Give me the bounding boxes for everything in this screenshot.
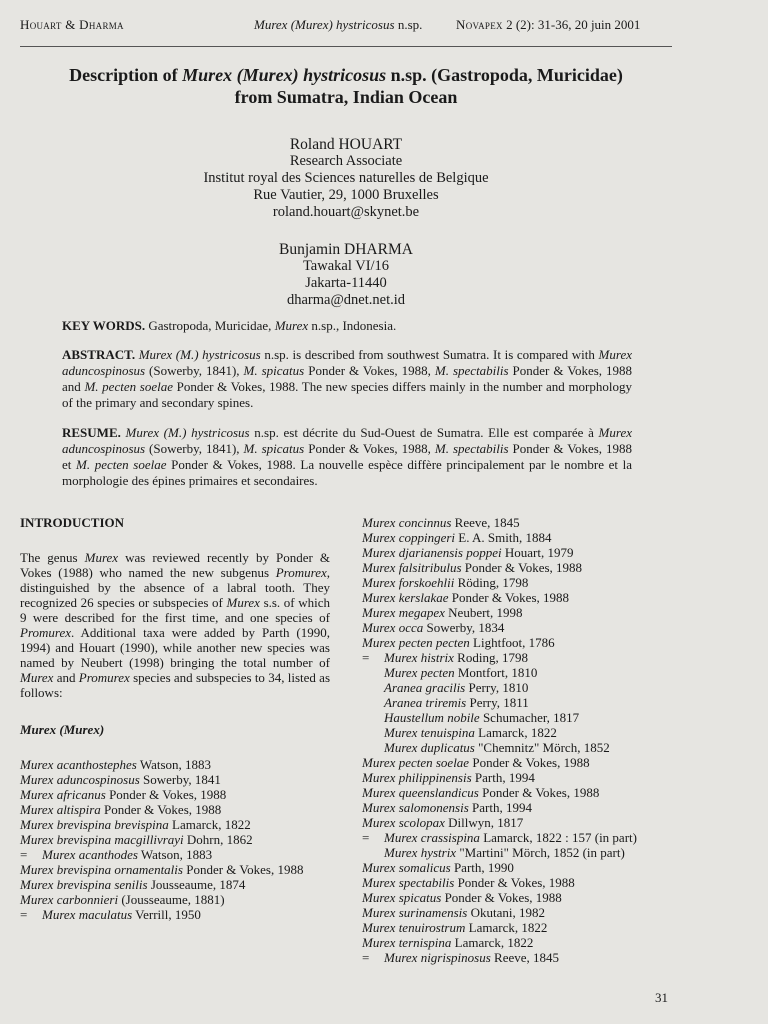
synonym-entry: = Murex acanthodes Watson, 1883 bbox=[20, 847, 330, 862]
header-authors: Houart & Dharma bbox=[20, 17, 124, 32]
resume: RESUME. Murex (M.) hystricosus n.sp. est décrite du Sud-Ouest de Sumatra. Elle est comparée à Murex aduncospinosus (Sowerby, 1841), M. spicatus Ponder & Vokes, 1988, M. spectabilis Ponder & Vokes, 1988 et M. pecten soelae Ponder & Vokes, 1988. La nouvelle espèce diffère principalement par le nombre et la morphologie des épines primaires et secondaires. bbox=[62, 425, 633, 488]
synonym-entry: = Murex maculatus Verrill, 1950 bbox=[20, 907, 330, 922]
species-entry: Murex kerslakae Ponder & Vokes, 1988 bbox=[362, 590, 570, 605]
species-entry: Murex djarianensis poppei Houart, 1979 bbox=[362, 545, 574, 560]
keywords: KEY WORDS. Gastropoda, Muricidae, Murex n.sp., Indonesia. bbox=[62, 318, 397, 333]
species-entry: Murex pecten pecten Lightfoot, 1786 bbox=[362, 635, 555, 650]
synonym-entry: Murex tenuispina Lamarck, 1822 bbox=[384, 725, 557, 740]
author-block bbox=[20, 136, 672, 309]
left-column bbox=[20, 515, 330, 922]
species-entry: Murex altispira Ponder & Vokes, 1988 bbox=[20, 802, 222, 817]
synonym-entry: Haustellum nobile Schumacher, 1817 bbox=[384, 710, 580, 725]
paper-title: Description of Murex (Murex) hystricosus n.sp. (Gastropoda, Muricidae) from Sumatra, Indian Ocean bbox=[69, 65, 623, 107]
species-list-right bbox=[362, 515, 662, 965]
species-entry: Murex somalicus Parth, 1990 bbox=[362, 860, 514, 875]
synonym-entry: Aranea triremis Perry, 1811 bbox=[384, 695, 529, 710]
species-entry: Murex brevispina senilis Jousseaume, 1874 bbox=[20, 877, 246, 892]
author2-name: Bunjamin DHARMA bbox=[279, 241, 413, 258]
page-number: 31 bbox=[655, 990, 668, 1005]
species-entry: Murex scolopax Dillwyn, 1817 bbox=[362, 815, 524, 830]
intro-paragraph: The genus Murex was reviewed recently by Ponder & Vokes (1988) who named the new subgenus Promurex, distinguished by the absence of a labral tooth. They recognized 26 species or subspecies of Murex s.s. of which 9 were described for the first time, and one species of Promurex. Additional taxa were added by Parth (1990, 1994) and Houart (1990), while another new species was named by Neubert (1998) bringing the total number of Murex and Promurex species and subspecies to 34, listed as follows: bbox=[20, 550, 331, 700]
species-entry: Murex forskoehlii Röding, 1798 bbox=[362, 575, 529, 590]
species-entry: Murex pecten soelae Ponder & Vokes, 1988 bbox=[362, 755, 590, 770]
species-entry: Murex acanthostephes Watson, 1883 bbox=[20, 757, 212, 772]
species-entry: Murex falsitribulus Ponder & Vokes, 1988 bbox=[362, 560, 583, 575]
species-entry: Murex queenslandicus Ponder & Vokes, 1988 bbox=[362, 785, 600, 800]
species-entry: Murex carbonnieri (Jousseaume, 1881) bbox=[20, 892, 225, 907]
species-entry: Murex spicatus Ponder & Vokes, 1988 bbox=[362, 890, 562, 905]
author2-email: dharma@dnet.net.id bbox=[286, 292, 406, 308]
abstract: ABSTRACT. Murex (M.) hystricosus n.sp. is described from southwest Sumatra. It is compared with Murex aduncospinosus (Sowerby, 1841), M. spicatus Ponder & Vokes, 1988, M. spectabilis Ponder & Vokes, 1988 and M. pecten soelae Ponder & Vokes, 1988. The new species differs mainly in the number and morphology of the primary and secondary spines. bbox=[62, 347, 633, 410]
species-entry: Murex surinamensis Okutani, 1982 bbox=[362, 905, 545, 920]
author2-city: Jakarta-11440 bbox=[305, 275, 387, 291]
author2-street: Tawakal VI/16 bbox=[302, 258, 390, 274]
species-entry: Murex brevispina ornamentalis Ponder & Vokes, 1988 bbox=[20, 862, 304, 877]
species-entry: Murex megapex Neubert, 1998 bbox=[362, 605, 523, 620]
species-entry: Murex occa Sowerby, 1834 bbox=[362, 620, 505, 635]
species-entry: Murex salomonensis Parth, 1994 bbox=[362, 800, 532, 815]
species-entry: Murex africanus Ponder & Vokes, 1988 bbox=[20, 787, 227, 802]
species-entry: Murex spectabilis Ponder & Vokes, 1988 bbox=[362, 875, 575, 890]
species-entry: Murex ternispina Lamarck, 1822 bbox=[362, 935, 534, 950]
synonym-entry: = Murex nigrispinosus Reeve, 1845 bbox=[362, 950, 662, 965]
synonym-entry: Murex duplicatus "Chemnitz" Mörch, 1852 bbox=[384, 740, 610, 755]
synonym-entry: = Murex histrix Roding, 1798 bbox=[362, 650, 662, 665]
species-entry: Murex brevispina brevispina Lamarck, 1822 bbox=[20, 817, 251, 832]
species-entry: Murex brevispina macgillivrayi Dohrn, 1862 bbox=[20, 832, 253, 847]
species-entry: Murex philippinensis Parth, 1994 bbox=[362, 770, 535, 785]
species-entry: Murex tenuirostrum Lamarck, 1822 bbox=[362, 920, 548, 935]
author1-address: Rue Vautier, 29, 1000 Bruxelles bbox=[253, 187, 439, 203]
synonym-entry: Murex pecten Montfort, 1810 bbox=[384, 665, 538, 680]
section-heading: INTRODUCTION bbox=[20, 515, 125, 530]
species-list-left bbox=[20, 757, 330, 922]
synonym-entry: Murex hystrix "Martini" Mörch, 1852 (in part) bbox=[384, 845, 625, 860]
author1-name: Roland HOUART bbox=[289, 136, 403, 153]
synonym-entry: Aranea gracilis Perry, 1810 bbox=[384, 680, 529, 695]
author1-institution: Institut royal des Sciences naturelles de Belgique bbox=[203, 170, 489, 186]
author1-role: Research Associate bbox=[289, 153, 403, 169]
species-entry: Murex concinnus Reeve, 1845 bbox=[362, 515, 520, 530]
author1-email: roland.houart@skynet.be bbox=[272, 204, 420, 220]
subsection-heading: Murex (Murex) bbox=[20, 722, 105, 737]
species-entry: Murex coppingeri E. A. Smith, 1884 bbox=[362, 530, 552, 545]
header-rule bbox=[20, 46, 672, 47]
header-short-title: Murex (Murex) hystricosus n.sp. bbox=[254, 17, 423, 32]
synonym-entry: = Murex crassispina Lamarck, 1822 : 157 (in part) bbox=[362, 830, 662, 845]
header-journal: Novapex 2 (2): 31-36, 20 juin 2001 bbox=[456, 17, 641, 32]
species-entry: Murex aduncospinosus Sowerby, 1841 bbox=[20, 772, 221, 787]
right-column bbox=[362, 515, 662, 965]
